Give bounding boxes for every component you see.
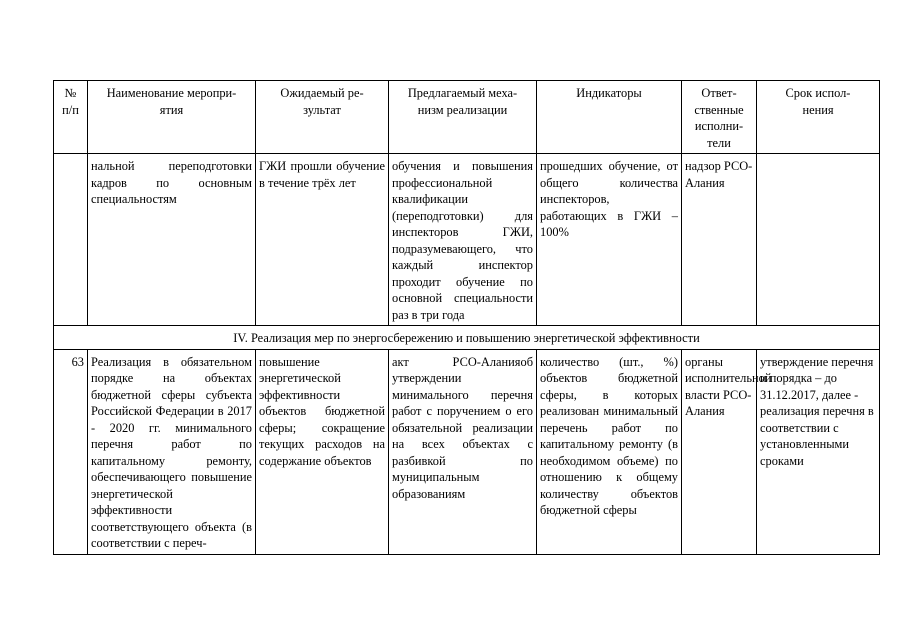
row-result: ГЖИ прошли обучение в течение трёх лет [256,154,389,326]
row-num: 63 [54,349,88,554]
header-deadline: Срок испол- нения [757,81,880,154]
row-result: повышение энергетической эффективности объектов бюджетной сферы; сокращение текущих расходов на содержание объектов [256,349,389,554]
row-name: нальной переподготовки кадров по основным специальностям [88,154,256,326]
row-mechanism: обучения и повышения профессиональной квалификации (переподготовки) для инспекторов ГЖИ, подразумевающего, что каждый инспектор проходит обучение по основной специальности раз в три года [389,154,537,326]
row-num [54,154,88,326]
row-deadline: утверждение перечня и порядка – до 31.12.2017, далее - реализация перечня в соответствии с установленными сроками [757,349,880,554]
row-deadline [757,154,880,326]
activities-table [53,80,880,555]
row-mechanism: акт РСО-Аланияоб утверждении минимального перечня работ с поручением о его обязательной реализации на всех объектах с разбивкой по муниципальным образованиям [389,349,537,554]
header-indicators: Индикаторы [537,81,682,154]
table-header-row [54,81,880,154]
row-indicators: количество (шт., %) объектов бюджетной сферы, в которых реализован минимальный перечень работ по капитальному ремонту (в необходимом объеме) по отношению к общему количеству объектов бюджетной сферы [537,349,682,554]
row-responsible: органы исполнительной власти РСО-Алания [682,349,757,554]
table-row [54,349,880,554]
section-title: IV. Реализация мер по энергосбережению и повышению энергетической эффективности [54,326,880,350]
row-responsible: надзор РСО-Алания [682,154,757,326]
header-mechanism: Предлагаемый меха- низм реализации [389,81,537,154]
row-name: Реализация в обязательном порядке на объектах бюджетной сферы субъекта Российской Федерации в 2017 - 2020 гг. минимального перечня работ по капитальному ремонту, обеспечивающего повышение энергетической эффективности соответствующего объекта (в соответствии с переч- [88,349,256,554]
header-result: Ожидаемый ре- зультат [256,81,389,154]
row-indicators: прошедших обучение, от общего количества инспекторов, работающих в ГЖИ – 100% [537,154,682,326]
section-row [54,326,880,350]
table-row [54,154,880,326]
header-num: № п/п [54,81,88,154]
header-responsible: Ответ- ственные исполни- тели [682,81,757,154]
header-name: Наименование меропри- ятия [88,81,256,154]
